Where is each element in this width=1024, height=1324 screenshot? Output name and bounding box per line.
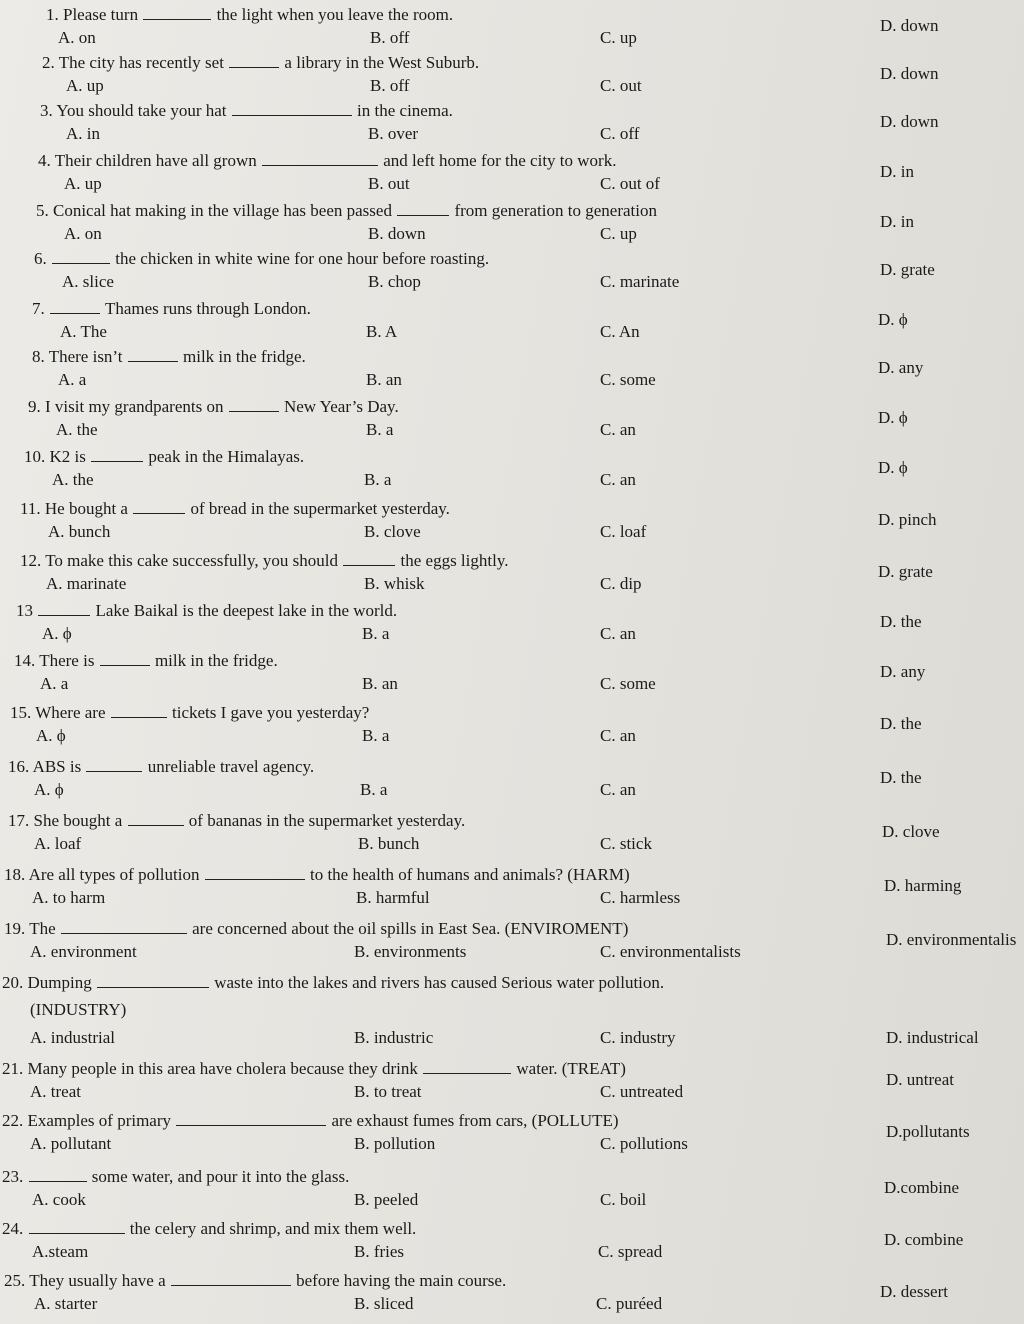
question-text-after: waste into the lakes and rivers has caused Serious water pollution.	[214, 973, 665, 992]
question-item	[0, 396, 1024, 448]
question-stem	[42, 52, 479, 73]
question-item	[0, 150, 1024, 202]
option-b[interactable]: B. a	[362, 726, 390, 745]
question-stem	[28, 396, 399, 417]
question-stem	[4, 918, 628, 939]
option-d[interactable]: D. in	[880, 212, 914, 231]
option-a[interactable]: A. on	[64, 224, 102, 243]
question-text-before: The city has recently set	[58, 53, 224, 72]
question-item	[0, 498, 1024, 550]
answer-blank[interactable]	[97, 972, 209, 988]
option-a[interactable]: A. ϕ	[36, 726, 66, 745]
question-stem	[32, 298, 311, 319]
option-b[interactable]: B. a	[364, 470, 392, 489]
question-item	[0, 298, 1024, 350]
question-stem	[32, 346, 306, 367]
question-item	[0, 248, 1024, 300]
question-stem	[40, 100, 453, 121]
question-text-after: before having the main course.	[296, 1271, 507, 1290]
option-c[interactable]: C. dip	[600, 574, 642, 593]
answer-blank[interactable]	[52, 248, 110, 264]
question-number: 16.	[8, 757, 30, 776]
answer-blank[interactable]	[423, 1058, 511, 1074]
option-c[interactable]: C. stick	[600, 834, 652, 853]
question-text-before: There is	[39, 651, 95, 670]
option-c[interactable]: C. out	[600, 76, 642, 95]
option-b[interactable]: B. a	[366, 420, 394, 439]
option-b[interactable]: B. over	[368, 124, 419, 143]
answer-blank[interactable]	[229, 396, 279, 412]
option-c[interactable]: C. environmentalists	[600, 942, 741, 961]
option-c[interactable]: C. off	[600, 124, 640, 143]
question-item	[0, 864, 1024, 916]
question-text-before: To make this cake successfully, you should	[45, 551, 338, 570]
question-text-after: Thames runs through London.	[104, 299, 311, 318]
question-number: 18.	[4, 865, 26, 884]
question-stem	[34, 248, 489, 269]
answer-blank[interactable]	[128, 346, 178, 362]
question-item	[0, 446, 1024, 498]
question-text-before: Conical hat making in the village has been passed	[53, 201, 392, 220]
question-text-before: ABS is	[32, 757, 82, 776]
question-text-before: Many people in this area have cholera because they drink	[27, 1059, 418, 1078]
question-stem	[20, 498, 450, 519]
question-text-after: the light when you leave the room.	[216, 5, 454, 24]
question-stem	[4, 864, 630, 885]
question-item	[0, 1270, 1024, 1322]
question-text-after: New Year’s Day.	[283, 397, 399, 416]
option-a[interactable]: A. cook	[32, 1190, 86, 1209]
answer-blank[interactable]	[397, 200, 449, 216]
option-a[interactable]: A. on	[58, 28, 96, 47]
question-stem	[8, 756, 314, 777]
answer-blank[interactable]	[29, 1166, 87, 1182]
option-c[interactable]: C. an	[600, 420, 636, 439]
question-text-before: Are all types of pollution	[28, 865, 200, 884]
answer-blank[interactable]	[262, 150, 378, 166]
question-stem	[2, 1058, 626, 1079]
option-a[interactable]: A. ϕ	[34, 780, 64, 799]
question-number: 23.	[2, 1167, 24, 1186]
answer-blank[interactable]	[133, 498, 185, 514]
option-a[interactable]: A. a	[40, 674, 69, 693]
question-text-before: You should take your hat	[56, 101, 227, 120]
question-stem	[2, 1110, 619, 1131]
option-b[interactable]: B. A	[366, 322, 398, 341]
option-d[interactable]: D. untreat	[886, 1070, 954, 1089]
option-c[interactable]: C. harmless	[600, 888, 681, 907]
option-a[interactable]: A. bunch	[48, 522, 111, 541]
question-number: 3.	[40, 101, 53, 120]
question-text-after: are concerned about the oil spills in East Sea. (ENVIROMENT)	[192, 919, 629, 938]
answer-blank[interactable]	[91, 446, 143, 462]
question-text-after: the celery and shrimp, and mix them well.	[129, 1219, 417, 1238]
option-c[interactable]: C. some	[600, 370, 656, 389]
question-stem	[16, 600, 397, 621]
option-d[interactable]: D. clove	[882, 822, 940, 841]
question-stem	[24, 446, 304, 467]
question-text-after: of bread in the supermarket yesterday.	[190, 499, 450, 518]
question-text-after: Lake Baikal is the deepest lake in the world.	[95, 601, 398, 620]
option-a[interactable]: A.steam	[32, 1242, 89, 1261]
option-b[interactable]: B. down	[368, 224, 426, 243]
option-a[interactable]: A. a	[58, 370, 87, 389]
question-item	[0, 52, 1024, 104]
question-text-after: tickets I gave you yesterday?	[172, 703, 370, 722]
option-d[interactable]: D. ϕ	[878, 408, 908, 427]
question-text-after: and left home for the city to work.	[383, 151, 617, 170]
option-d[interactable]: D. grate	[878, 562, 933, 581]
question-item	[0, 972, 1024, 1056]
option-c[interactable]: C. some	[600, 674, 656, 693]
answer-blank[interactable]	[232, 100, 352, 116]
option-c[interactable]: C. loaf	[600, 522, 647, 541]
question-number: 5.	[36, 201, 49, 220]
option-b[interactable]: B. environments	[354, 942, 467, 961]
question-text-after: milk in the fridge.	[154, 651, 278, 670]
question-item	[0, 4, 1024, 56]
option-b[interactable]: B. industric	[354, 1028, 434, 1047]
question-text-before: K2 is	[49, 447, 86, 466]
option-d[interactable]: D. ϕ	[878, 458, 908, 477]
option-c[interactable]: C. puréed	[596, 1294, 663, 1313]
option-d[interactable]: D. the	[880, 714, 922, 733]
answer-blank[interactable]	[111, 702, 167, 718]
question-text-after: unreliable travel agency.	[147, 757, 315, 776]
question-item	[0, 650, 1024, 702]
option-d[interactable]: D. the	[880, 768, 922, 787]
option-a[interactable]: A. slice	[62, 272, 114, 291]
question-text-after: some water, and pour it into the glass.	[91, 1167, 350, 1186]
option-c[interactable]: C. marinate	[600, 272, 680, 291]
option-b[interactable]: B. sliced	[354, 1294, 414, 1313]
question-number: 8.	[32, 347, 45, 366]
option-a[interactable]: A. up	[66, 76, 104, 95]
question-item	[0, 756, 1024, 808]
option-d[interactable]: D. down	[880, 16, 939, 35]
option-b[interactable]: B. bunch	[358, 834, 420, 853]
option-a[interactable]: A. the	[56, 420, 98, 439]
option-c[interactable]: C. untreated	[600, 1082, 684, 1101]
question-text-before: Dumping	[27, 973, 92, 992]
question-text-after: to the health of humans and animals? (HARM)	[309, 865, 630, 884]
question-stem	[8, 810, 465, 831]
question-text-before: There isn’t	[48, 347, 123, 366]
question-stem	[20, 550, 508, 571]
answer-blank[interactable]	[143, 4, 211, 20]
option-c[interactable]: C. pollutions	[600, 1134, 688, 1153]
question-number: 22.	[2, 1111, 24, 1130]
question-stem	[10, 702, 369, 723]
answer-blank[interactable]	[205, 864, 305, 880]
option-d[interactable]: D. in	[880, 162, 914, 181]
question-item	[0, 1110, 1024, 1162]
option-b[interactable]: B. chop	[368, 272, 421, 291]
option-d[interactable]: D. dessert	[880, 1282, 948, 1301]
question-text-before: The	[29, 919, 56, 938]
option-b[interactable]: B. peeled	[354, 1190, 419, 1209]
question-number: 17.	[8, 811, 30, 830]
question-text-after: are exhaust fumes from cars, (POLLUTE)	[331, 1111, 619, 1130]
question-number: 6.	[34, 249, 47, 268]
option-c[interactable]: C. up	[600, 28, 637, 47]
option-b[interactable]: B. clove	[364, 522, 421, 541]
option-c[interactable]: C. an	[600, 726, 636, 745]
option-b[interactable]: B. a	[362, 624, 390, 643]
option-b[interactable]: B. to treat	[354, 1082, 422, 1101]
answer-blank[interactable]	[29, 1218, 125, 1234]
answer-blank[interactable]	[50, 298, 100, 314]
option-a[interactable]: A. to harm	[32, 888, 106, 907]
option-d[interactable]: D. environmentalis	[886, 930, 1017, 949]
option-a[interactable]: A. loaf	[34, 834, 82, 853]
option-d[interactable]: D. grate	[880, 260, 935, 279]
question-number: 4.	[38, 151, 51, 170]
question-number: 19.	[4, 919, 26, 938]
question-text-after: peak in the Himalayas.	[148, 447, 305, 466]
question-stem	[14, 650, 278, 671]
question-number: 24.	[2, 1219, 24, 1238]
question-stem	[38, 150, 616, 171]
option-a[interactable]: A. pollutant	[30, 1134, 112, 1153]
question-number: 10.	[24, 447, 46, 466]
answer-blank[interactable]	[61, 918, 187, 934]
question-text-after: milk in the fridge.	[183, 347, 306, 366]
option-c[interactable]: C. an	[600, 624, 636, 643]
option-c[interactable]: C. An	[600, 322, 640, 341]
question-text-after: from generation to generation	[454, 201, 657, 220]
option-b[interactable]: B. an	[362, 674, 398, 693]
option-c[interactable]: C. spread	[598, 1242, 663, 1261]
option-a[interactable]: A. ϕ	[42, 624, 72, 643]
question-item	[0, 600, 1024, 652]
question-item	[0, 918, 1024, 970]
question-item	[0, 810, 1024, 862]
option-d[interactable]: D. ϕ	[878, 310, 908, 329]
question-stem	[2, 972, 664, 993]
question-number: 9.	[28, 397, 41, 416]
question-item	[0, 100, 1024, 152]
option-d[interactable]: D. pinch	[878, 510, 937, 529]
option-a[interactable]: A. the	[52, 470, 94, 489]
option-d[interactable]: D. industrical	[886, 1028, 979, 1047]
question-item	[0, 1058, 1024, 1110]
option-a[interactable]: A. marinate	[46, 574, 127, 593]
question-text-before: I visit my grandparents on	[45, 397, 224, 416]
option-c[interactable]: C. up	[600, 224, 637, 243]
option-c[interactable]: C. boil	[600, 1190, 647, 1209]
question-stem	[36, 200, 657, 221]
option-a[interactable]: A. up	[64, 174, 102, 193]
question-text-after: of bananas in the supermarket yesterday.	[188, 811, 466, 830]
question-item	[0, 1166, 1024, 1218]
answer-blank[interactable]	[100, 650, 150, 666]
option-d[interactable]: D. any	[880, 662, 926, 681]
option-d[interactable]: D. any	[878, 358, 924, 377]
answer-blank[interactable]	[128, 810, 184, 826]
option-a[interactable]: A. The	[60, 322, 107, 341]
option-a[interactable]: A. in	[66, 124, 100, 143]
option-d[interactable]: D.combine	[884, 1178, 960, 1197]
question-stem	[46, 4, 453, 25]
option-a[interactable]: A. treat	[30, 1082, 81, 1101]
option-a[interactable]: A. starter	[34, 1294, 98, 1313]
option-d[interactable]: D. down	[880, 64, 939, 83]
question-text-before: Examples of primary	[27, 1111, 172, 1130]
option-d[interactable]: D. down	[880, 112, 939, 131]
option-b[interactable]: B. harmful	[356, 888, 430, 907]
option-b[interactable]: B. fries	[354, 1242, 405, 1261]
question-text-after: a library in the West Suburb.	[284, 53, 480, 72]
question-number: 13	[16, 601, 33, 620]
option-d[interactable]: D. the	[880, 612, 922, 631]
answer-blank[interactable]	[38, 600, 90, 616]
option-a[interactable]: A. environment	[30, 942, 137, 961]
option-b[interactable]: B. off	[370, 76, 410, 95]
question-number: 7.	[32, 299, 45, 318]
question-item	[0, 550, 1024, 602]
question-number: 20.	[2, 973, 24, 992]
question-text-before: They usually have a	[29, 1271, 166, 1290]
answer-blank[interactable]	[343, 550, 395, 566]
question-item	[0, 346, 1024, 398]
question-text-after: the chicken in white wine for one hour before roasting.	[115, 249, 490, 268]
option-c[interactable]: C. out of	[600, 174, 660, 193]
question-text-after: water. (TREAT)	[516, 1059, 626, 1078]
question-text-before: He bought a	[44, 499, 128, 518]
option-c[interactable]: C. an	[600, 780, 636, 799]
option-b[interactable]: B. a	[360, 780, 388, 799]
question-number: 2.	[42, 53, 55, 72]
question-text-line2: (INDUSTRY)	[30, 1000, 127, 1019]
question-text-before: Please turn	[63, 5, 139, 24]
question-text-after: in the cinema.	[357, 101, 453, 120]
question-stem	[4, 1270, 506, 1291]
option-c[interactable]: C. industry	[600, 1028, 676, 1047]
question-number: 1.	[46, 5, 59, 24]
question-number: 11.	[20, 499, 41, 518]
question-text-after: the eggs lightly.	[400, 551, 509, 570]
question-stem	[2, 1166, 349, 1187]
option-b[interactable]: B. off	[370, 28, 410, 47]
answer-blank[interactable]	[86, 756, 142, 772]
question-item	[0, 702, 1024, 754]
answer-blank[interactable]	[229, 52, 279, 68]
question-number: 14.	[14, 651, 36, 670]
question-number: 15.	[10, 703, 32, 722]
question-text-before: She bought a	[33, 811, 123, 830]
answer-blank[interactable]	[176, 1110, 326, 1126]
option-d[interactable]: D. harming	[884, 876, 962, 895]
question-stem	[2, 1218, 416, 1239]
option-b[interactable]: B. an	[366, 370, 402, 389]
question-number: 21.	[2, 1059, 24, 1078]
question-text-before: Where are	[35, 703, 106, 722]
answer-blank[interactable]	[171, 1270, 291, 1286]
option-d[interactable]: D.pollutants	[886, 1122, 970, 1141]
question-text-before: Their children have all grown	[54, 151, 257, 170]
question-number: 25.	[4, 1271, 26, 1290]
option-c[interactable]: C. an	[600, 470, 636, 489]
option-a[interactable]: A. industrial	[30, 1028, 115, 1047]
option-b[interactable]: B. whisk	[364, 574, 425, 593]
option-b[interactable]: B. pollution	[354, 1134, 436, 1153]
option-d[interactable]: D. combine	[884, 1230, 964, 1249]
option-b[interactable]: B. out	[368, 174, 410, 193]
question-item	[0, 200, 1024, 252]
question-number: 12.	[20, 551, 42, 570]
question-item	[0, 1218, 1024, 1270]
